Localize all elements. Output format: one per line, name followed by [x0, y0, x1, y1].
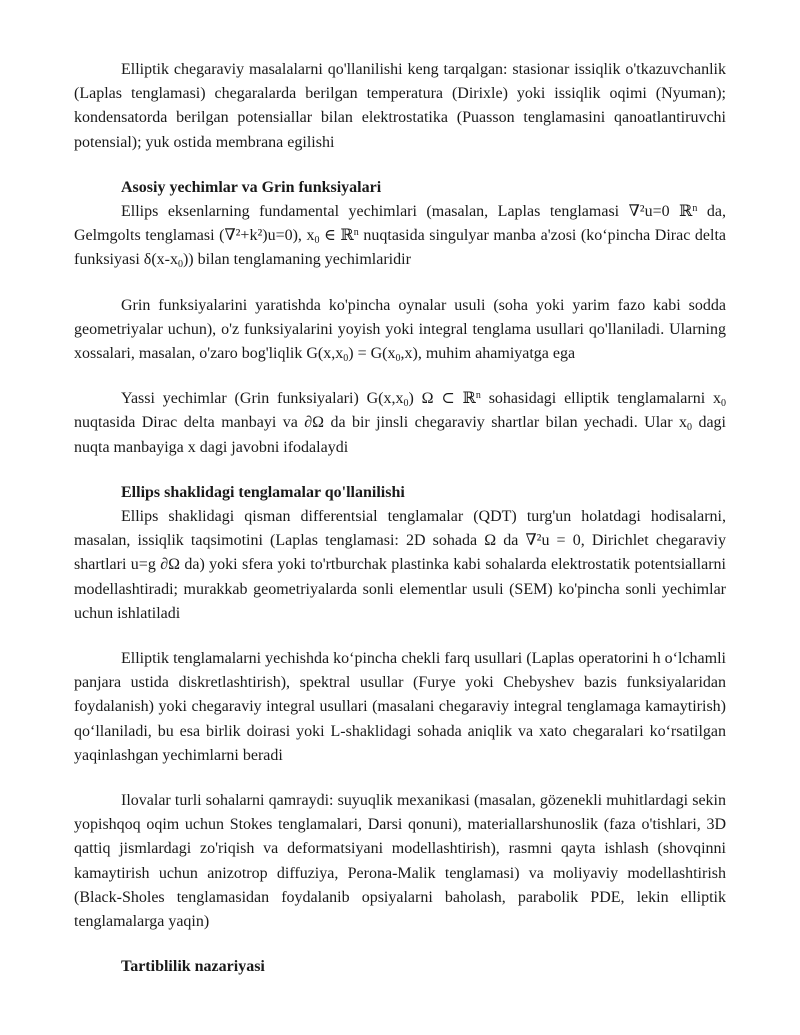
- text-run: Ellips eksenlarning fundamental yechimlari (masalan, Laplas tenglamasi ∇²u=0 ℝ: [121, 203, 693, 221]
- subscript: 0: [395, 353, 401, 365]
- text-run: nuqtasida singulyar manba a'zosi (ko‘pincha Dirac delta funksiyasi δ(x-x: [74, 227, 727, 269]
- text-run: nuqtasida Dirac delta manbayi va ∂Ω da bir jinsli chegaraviy shartlar bilan yechadi. Ular x: [74, 414, 688, 432]
- subscript: 0: [687, 422, 693, 434]
- text-run: ) = G(x: [348, 345, 396, 363]
- paragraph-green-construction: [74, 294, 726, 367]
- subscript: 0: [177, 259, 183, 271]
- paragraph-fundamental-solutions: [74, 200, 726, 273]
- text-run: ,x), muhim ahamiyatga ega: [400, 345, 576, 363]
- superscript: n: [353, 227, 359, 239]
- paragraph-applications-fields: Ilovalar turli sohalarni qamraydi: suyuqlik mexanikasi (masalan, gözenekli muhitlardagi sekin yopishqoq oqim uchun Stokes tenglamalari, Darsi qonuni), materiallarshunoslik (faza o'tishlari, 3D qattiq jismlardagi zo'riqish va deformatsiyani modellashtirish), rasmni qayta ishlash (shovqinni kamaytirish uchun anizotrop diffuziya, Perona-Malik tenglamasi) va moliyaviy modellashtirish (Black-Sholes tenglamasidan foydalanib opsiyalarni baholash, parabolik PDE, lekin elliptik tenglamalarga yaqin): [74, 792, 726, 931]
- subscript: 0: [403, 398, 409, 410]
- paragraph-green-definition: [74, 387, 726, 460]
- document-page: [74, 58, 726, 980]
- paragraph-numerical-methods: Elliptik tenglamalarni yechishda ko‘pincha chekli farq usullari (Laplas operatorini h o‘lchamli panjara ustida diskretlashtirish), spektral usullar (Furye yoki Chebyshev bazis funksiyalaridan foydalanish) yoki chegaraviy integral usullari (masalani chegaraviy integral tenglamaga kamaytirish) qo‘llaniladi, bu esa birlik doirasi yoki L-shaklidagi sohada aniqlik va xato chegaralari ko‘rsatilgan yaqinlashgan yechimlarni beradi: [74, 650, 726, 764]
- text-run: Grin funksiyalarini yaratishda ko'pincha oynalar usuli (soha yoki yarim fazo kabi sodda geometriyalar uchun), o'z funksiyalarini yoyish yoki integral tenglama usullari qo'llaniladi. Ularning xossalari, masalan, o'zaro bog'liqlik G(x,x: [74, 296, 726, 363]
- text-run: )) bilan tenglamaning yechimlaridir: [182, 251, 411, 269]
- section-heading-elliptic-applications: Ellips shaklidagi tenglamalar qo'llanilishi: [121, 483, 405, 501]
- superscript: n: [475, 390, 481, 402]
- subscript: 0: [721, 398, 727, 410]
- paragraph-elliptic-pde: Ellips shaklidagi qisman differentsial tenglamalar (QDT) turg'un holatdagi hodisalarni, masalan, issiqlik taqsimotini (Laplas tenglamasi: 2D sohada Ω da ∇²u = 0, Dirichlet chegaraviy shartlari u=g ∂Ω da) yoki sfera yoki to'rtburchak plastinka kabi sohalarda elektrostatik potentsiallarni modellashtiradi; murakkab geometriyalarda sonli elementlar usuli (SEM) ko'pincha sonli yechimlar uchun ishlatiladi: [74, 508, 726, 622]
- section-heading-regularity-theory: Tartiblilik nazariyasi: [121, 958, 265, 976]
- text-run: ∈ ℝ: [319, 227, 354, 245]
- paragraph-applications-intro: Elliptik chegaraviy masalalarni qo'llanilishi keng tarqalgan: stasionar issiqlik o'tkazuvchanlik (Laplas tenglamasi) chegaralarda berilgan temperatura (Dirixle) yoki issiqlik oqimi (Nyuman); kondensatorda berilgan potensiallar bilan elektrostatika (Puasson tenglamasini qanoatlantiruvchi potensial); yuk ostida membrana egilishi: [74, 61, 726, 151]
- superscript: n: [692, 203, 698, 215]
- text-run: da, Gelmgolts tenglamasi (∇²+k²)u=0), x: [74, 203, 726, 245]
- text-run: dagi nuqta manbayiga x dagi javobni ifodalaydi: [74, 414, 726, 456]
- section-heading-fundamental-solutions: Asosiy yechimlar va Grin funksiyalari: [121, 178, 382, 196]
- text-run: Yassi yechimlar (Grin funksiyalari) G(x,x: [121, 390, 404, 408]
- text-run: ) Ω ⊂ ℝ: [408, 390, 476, 408]
- subscript: 0: [343, 353, 349, 365]
- subscript: 0: [314, 235, 320, 247]
- text-run: sohasidagi elliptik tenglamalarni x: [480, 390, 722, 408]
